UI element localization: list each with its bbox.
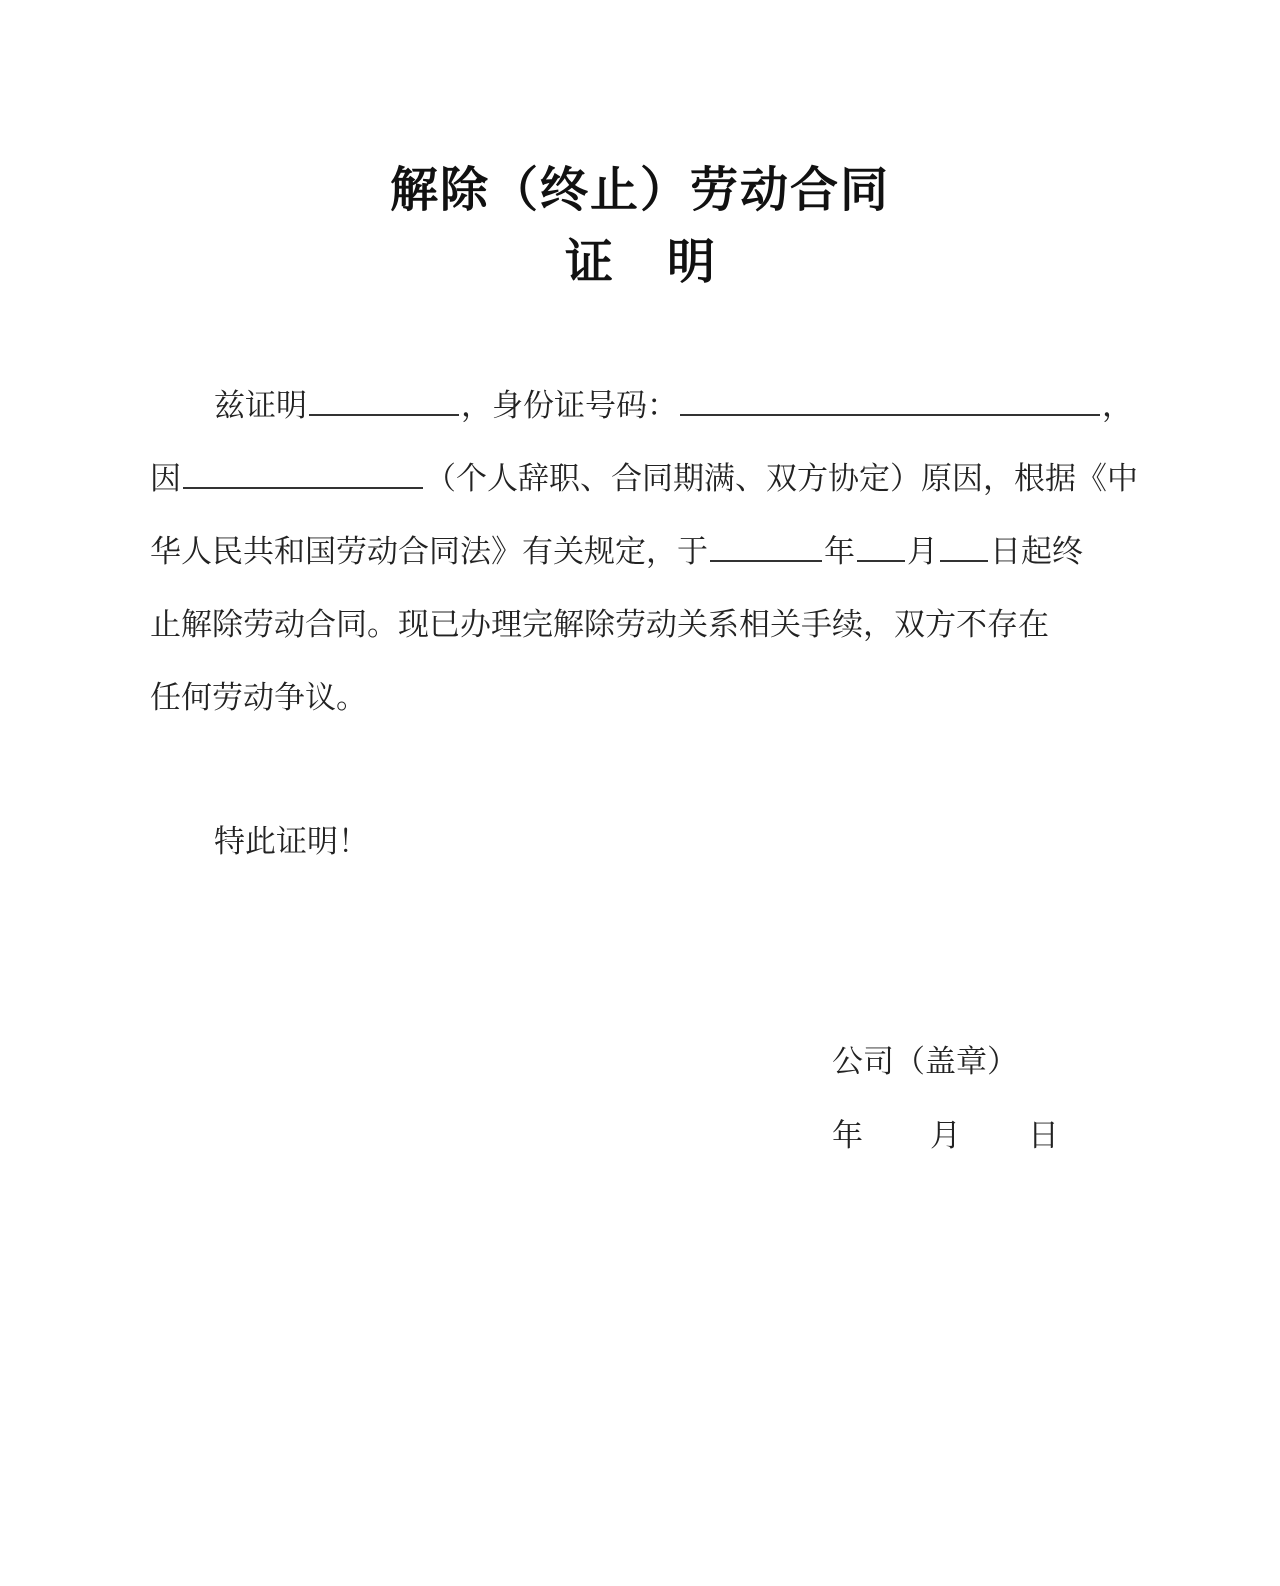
comma: ， bbox=[1102, 388, 1133, 424]
name-blank bbox=[309, 384, 459, 416]
body-line-2 bbox=[150, 443, 1138, 516]
document-subtitle bbox=[0, 232, 1280, 292]
year-blank bbox=[710, 530, 822, 562]
year-label: 年 bbox=[824, 534, 855, 570]
body-line-4: 止解除劳动合同。现已办理完解除劳动关系相关手续，双方不存在 bbox=[150, 607, 1049, 643]
reason-label: 因 bbox=[150, 461, 181, 497]
sign-year: 年 bbox=[832, 1118, 863, 1154]
id-label: ，身份证号码： bbox=[461, 388, 678, 424]
subtitle-char-2: 明 bbox=[667, 234, 716, 290]
body-line-5: 任何劳动争议。 bbox=[150, 680, 367, 716]
body-line-1 bbox=[214, 370, 1133, 443]
sign-month: 月 bbox=[930, 1118, 961, 1154]
month-blank bbox=[857, 530, 905, 562]
id-number-blank bbox=[680, 384, 1100, 416]
day-label: 日起终 bbox=[990, 534, 1083, 570]
reason-options: （个人辞职、合同期满、双方协定）原因，根据《中 bbox=[425, 461, 1138, 497]
law-reference: 华人民共和国劳动合同法》有关规定，于 bbox=[150, 534, 708, 570]
company-seal-label: 公司（盖章） bbox=[832, 1044, 1018, 1080]
certify-label: 兹证明 bbox=[214, 388, 307, 424]
subtitle-char-1: 证 bbox=[564, 234, 613, 290]
reason-blank bbox=[183, 457, 423, 489]
month-label: 月 bbox=[907, 534, 938, 570]
closing-statement: 特此证明！ bbox=[214, 824, 369, 860]
sign-day: 日 bbox=[1028, 1118, 1059, 1154]
signature-date bbox=[832, 1110, 1059, 1155]
day-blank bbox=[940, 530, 988, 562]
body-line-3 bbox=[150, 516, 1083, 589]
document-title: 解除（终止）劳动合同 bbox=[389, 162, 890, 218]
